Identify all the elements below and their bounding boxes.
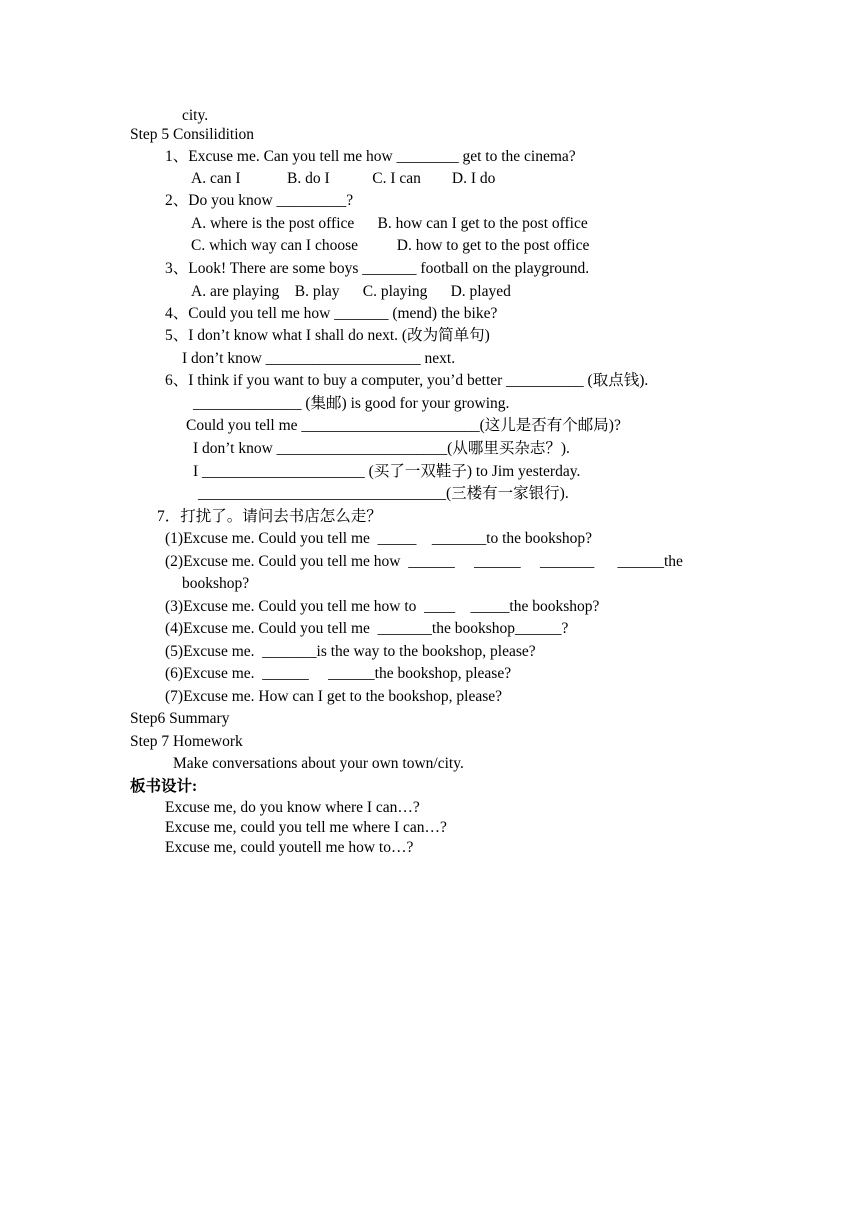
answer-options: A. can I B. do I C. I can D. I do [191, 170, 496, 187]
text-line: Could you tell me _______________________(这儿是否有个邮局)? [186, 417, 621, 434]
section-heading: Step 7 Homework [130, 733, 243, 750]
text-line: (7)Excuse me. How can I get to the bookshop, please? [165, 688, 503, 705]
text-line: ______________ (集邮) is good for your growing. [193, 395, 510, 412]
question-item: 6、I think if you want to buy a computer, you’d better __________ (取点钱). [165, 372, 649, 389]
text-line: Excuse me, do you know where I can…? [165, 799, 420, 816]
question-item: 1、Excuse me. Can you tell me how ________ get to the cinema? [165, 148, 576, 165]
text-line: Make conversations about your own town/city. [173, 755, 464, 772]
question-item: 2、Do you know _________? [165, 192, 354, 209]
text-line: bookshop? [182, 575, 250, 592]
question-item: 4、Could you tell me how _______ (mend) the bike? [165, 305, 498, 322]
text-line: (5)Excuse me. _______is the way to the bookshop, please? [165, 643, 536, 660]
section-heading: Step 5 Consilidition [130, 126, 255, 143]
section-heading: Step6 Summary [130, 710, 230, 727]
text-line: (1)Excuse me. Could you tell me _____ _______to the bookshop? [165, 530, 593, 547]
text-line: (4)Excuse me. Could you tell me _______the bookshop______? [165, 620, 569, 637]
answer-options: C. which way can I choose D. how to get to the post office [191, 237, 590, 254]
text-line: I _____________________ (买了一双鞋子) to Jim yesterday. [193, 463, 581, 480]
question-item: 3、Look! There are some boys _______ football on the playground. [165, 260, 590, 277]
question-item: 7．打扰了。请问去书店怎么走？ [157, 508, 382, 525]
text-line: (3)Excuse me. Could you tell me how to ____ _____the bookshop? [165, 598, 600, 615]
text-line: Excuse me, could you tell me where I can…? [165, 819, 447, 836]
question-item: 5、I don’t know what I shall do next. (改为简单句) [165, 327, 490, 344]
text-line: I don’t know ______________________(从哪里买杂志？). [193, 440, 570, 457]
text-line: (2)Excuse me. Could you tell me how ______ ______ _______ ______the [165, 553, 683, 570]
text-line: ________________________________(三楼有一家银行). [198, 485, 569, 502]
answer-options: A. where is the post office B. how can I get to the post office [191, 215, 588, 232]
text-line: I don’t know ____________________ next. [182, 350, 456, 367]
text-line: city. [182, 107, 209, 124]
text-line: (6)Excuse me. ______ ______the bookshop, please? [165, 665, 512, 682]
answer-options: A. are playing B. play C. playing D. played [191, 283, 511, 300]
text-line: Excuse me, could youtell me how to…? [165, 839, 414, 856]
board-design-heading: 板书设计: [130, 778, 198, 795]
